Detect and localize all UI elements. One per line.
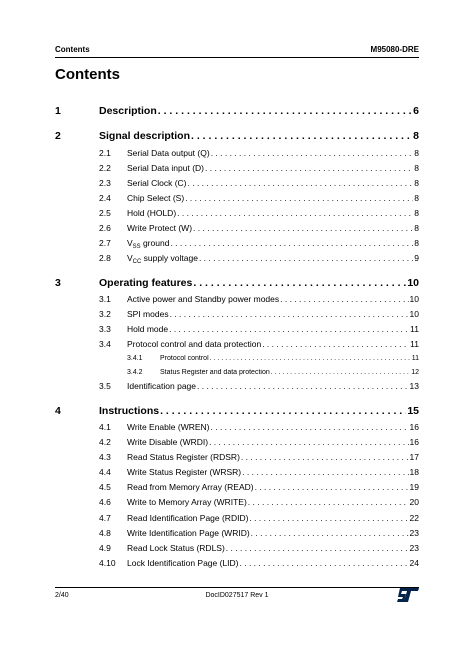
toc-number: 2.3 (99, 178, 111, 188)
toc-number: 2.5 (99, 208, 111, 218)
page-header-left: Contents (55, 45, 90, 54)
toc-title: Instructions (99, 405, 160, 417)
toc-title: Read Lock Status (RDLS) (127, 543, 225, 553)
toc-page: 8 (414, 208, 419, 218)
toc-page: 8 (414, 148, 419, 158)
toc-page: 19 (409, 482, 419, 492)
toc-entry-2-5[interactable] (55, 208, 419, 218)
toc-leader (241, 452, 409, 462)
toc-number: 3 (55, 277, 61, 289)
toc-title: Serial Data output (Q) (127, 148, 210, 158)
toc-entry-4-4[interactable] (55, 467, 419, 477)
toc-leader (251, 528, 409, 538)
toc-leader (240, 558, 409, 568)
toc-title: Lock Identification Page (LID) (127, 558, 239, 568)
toc-leader (177, 208, 413, 218)
toc-title: Read Status Register (RDSR) (127, 452, 240, 462)
page-number: 2/40 (55, 592, 69, 599)
toc-leader (248, 497, 409, 507)
toc-page: 16 (409, 422, 419, 432)
toc-leader (211, 422, 409, 432)
toc-page: 20 (409, 497, 419, 507)
toc-leader (249, 513, 408, 523)
toc-page: 24 (409, 558, 419, 568)
toc-number: 4 (55, 405, 61, 417)
toc-leader (158, 105, 412, 117)
toc-page: 23 (409, 543, 419, 553)
toc-page: 9 (414, 253, 419, 263)
toc-title: Serial Clock (C) (127, 178, 187, 188)
toc-entry-4[interactable] (55, 405, 419, 417)
toc-leader (199, 253, 413, 263)
toc-entry-4-8[interactable] (55, 528, 419, 538)
toc-title: Protocol control and data protection (127, 339, 262, 349)
toc-leader (170, 238, 413, 248)
toc-entry-3-3[interactable] (55, 324, 419, 334)
toc-number: 4.5 (99, 482, 111, 492)
toc-page: 22 (409, 513, 419, 523)
toc-number: 3.3 (99, 324, 111, 334)
toc-entry-4-7[interactable] (55, 513, 419, 523)
toc-number: 4.6 (99, 497, 111, 507)
toc-entry-3-4-2[interactable] (55, 369, 419, 376)
toc-number: 2.1 (99, 148, 111, 158)
toc-entry-2-3[interactable] (55, 178, 419, 188)
toc-page: 8 (414, 193, 419, 203)
toc-page: 23 (409, 528, 419, 538)
toc-title: Write Enable (WREN) (127, 422, 210, 432)
toc-entry-2-6[interactable] (55, 223, 419, 233)
toc-entry-4-6[interactable] (55, 497, 419, 507)
toc-entry-3-4-1[interactable] (55, 355, 419, 362)
toc-leader (197, 381, 409, 391)
toc-leader (205, 163, 413, 173)
toc-entry-3-5[interactable] (55, 381, 419, 391)
toc-leader (191, 130, 412, 142)
toc-title: Description (99, 105, 157, 117)
toc-number: 3.4.2 (127, 369, 143, 376)
toc-page: 8 (414, 178, 419, 188)
toc-leader (160, 405, 406, 417)
toc-entry-4-5[interactable] (55, 482, 419, 492)
toc-page: 8 (414, 238, 419, 248)
toc-number: 4.7 (99, 513, 111, 523)
toc-page: 6 (413, 105, 419, 117)
toc-title: Read Identification Page (RDID) (127, 513, 249, 523)
toc-title: Write to Memory Array (WRITE) (127, 497, 247, 507)
toc-leader (188, 178, 414, 188)
toc-title: Operating features (99, 277, 193, 289)
toc-leader (210, 355, 411, 362)
toc-title: Active power and Standby power modes (127, 294, 280, 304)
toc-number: 4.10 (99, 558, 116, 568)
toc-page: 16 (409, 437, 419, 447)
toc-number: 3.1 (99, 294, 111, 304)
document-id: DocID027517 Rev 1 (205, 592, 269, 599)
toc-page: 13 (409, 381, 419, 391)
toc-page: 8 (414, 163, 419, 173)
toc-entry-3-2[interactable] (55, 309, 419, 319)
toc-entry-3-1[interactable] (55, 294, 419, 304)
toc-title: Status Register and data protection (160, 369, 270, 376)
toc-number: 4.2 (99, 437, 111, 447)
toc-title: Signal description (99, 130, 191, 142)
toc-title: Chip Select $(\overline{S})$ (127, 193, 185, 203)
toc-title: Write Disable (WRDI) (127, 437, 209, 447)
toc-title: Hold (HOLD) (127, 208, 177, 218)
toc-number: 3.4.1 (127, 355, 143, 362)
toc-title: Identification page (127, 381, 196, 391)
toc-number: 2.7 (99, 238, 111, 248)
toc-title: Hold mode (127, 324, 169, 334)
toc-title: Write Status Register (WRSR) (127, 467, 242, 477)
toc-title: SPI modes (127, 309, 169, 319)
page-title: Contents (55, 66, 120, 83)
toc-page: 17 (409, 452, 419, 462)
toc-page: 10 (409, 294, 419, 304)
toc-number: 2.8 (99, 253, 111, 263)
toc-number: 2 (55, 130, 61, 142)
toc-entry-4-3[interactable] (55, 452, 419, 462)
toc-leader (193, 223, 413, 233)
toc-page: 10 (407, 277, 419, 289)
toc-title: Protocol control (160, 355, 209, 362)
st-logo-icon (397, 588, 419, 602)
toc-page: 11 (410, 324, 419, 334)
toc-page: 8 (414, 223, 419, 233)
toc-leader (170, 309, 409, 319)
toc-leader (242, 467, 408, 477)
toc-number: 1 (55, 105, 61, 117)
toc-number: 3.2 (99, 309, 111, 319)
toc-entry-2[interactable] (55, 130, 419, 142)
toc-leader (262, 339, 409, 349)
toc-entry-1[interactable] (55, 105, 419, 117)
toc-leader (209, 437, 408, 447)
toc-number: 4.8 (99, 528, 111, 538)
toc-number: 3.4 (99, 339, 111, 349)
toc-leader (211, 148, 414, 158)
toc-entry-2-2[interactable] (55, 163, 419, 173)
toc-entry-3[interactable] (55, 277, 419, 289)
toc-number: 3.5 (99, 381, 111, 391)
toc-page: 15 (407, 405, 419, 417)
toc-number: 4.9 (99, 543, 111, 553)
toc-entry-2-1[interactable] (55, 148, 419, 158)
toc-entry-4-1[interactable] (55, 422, 419, 432)
toc-number: 4.4 (99, 467, 111, 477)
toc-page: 11 (411, 355, 419, 362)
toc-leader (185, 193, 413, 203)
toc-leader (280, 294, 408, 304)
table-of-contents (55, 0, 419, 670)
toc-number: 4.3 (99, 452, 111, 462)
toc-title: $V_{SS}$ ground (127, 238, 170, 250)
toc-entry-4-10[interactable] (55, 558, 419, 568)
toc-leader (169, 324, 409, 334)
toc-number: 2.6 (99, 223, 111, 233)
toc-title: Read from Memory Array (READ) (127, 482, 254, 492)
page-header-right: M95080-DRE (370, 45, 419, 54)
toc-title: $V_{CC}$ supply voltage (127, 253, 198, 265)
footer-rule (55, 587, 419, 588)
toc-leader (226, 543, 409, 553)
toc-page: 11 (410, 339, 419, 349)
toc-page: 18 (409, 467, 419, 477)
toc-entry-2-4[interactable] (55, 193, 419, 203)
toc-entry-3-4[interactable] (55, 339, 419, 349)
toc-title: Write Protect $(\overline{W})$ (127, 223, 193, 233)
toc-leader (193, 277, 406, 289)
toc-page: 8 (413, 130, 419, 142)
toc-title: Write Identification Page (WRID) (127, 528, 250, 538)
toc-page: 10 (409, 309, 419, 319)
toc-leader (271, 369, 410, 376)
toc-number: 2.4 (99, 193, 111, 203)
toc-title: Serial Data input (D) (127, 163, 205, 173)
toc-entry-4-9[interactable] (55, 543, 419, 553)
toc-entry-2-7[interactable] (55, 238, 419, 250)
toc-number: 4.1 (99, 422, 111, 432)
toc-entry-4-2[interactable] (55, 437, 419, 447)
toc-page: 12 (411, 369, 419, 376)
toc-leader (255, 482, 409, 492)
toc-entry-2-8[interactable] (55, 253, 419, 265)
toc-number: 2.2 (99, 163, 111, 173)
